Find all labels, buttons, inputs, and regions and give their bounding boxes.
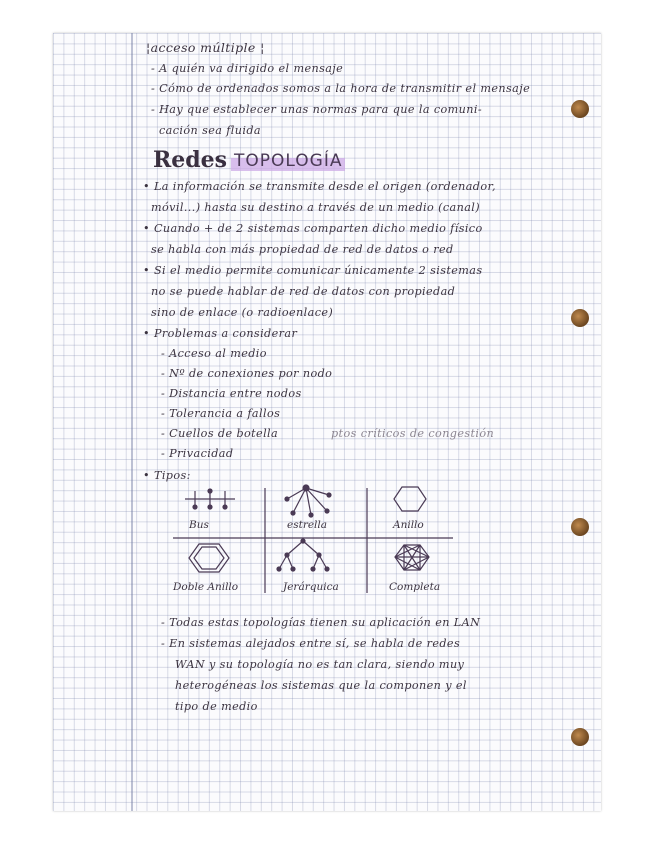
heading-highlight: TOPOLOGÍA — [231, 151, 345, 171]
ring-topology-icon — [394, 487, 426, 511]
note-line: no se puede hablar de red de datos con propiedad — [151, 285, 456, 298]
note-line: se habla con más propiedad de red de datos o red — [151, 243, 454, 256]
problem-item: - Tolerancia a fallos — [161, 407, 281, 420]
bottleneck-note: ptos críticos de congestión — [331, 427, 495, 440]
problem-item: - Privacidad — [161, 447, 234, 460]
topology-label: Jerárquica — [283, 581, 339, 593]
note-line: - Hay que establecer unas normas para que la comuni- — [151, 103, 483, 116]
note-line: • Cuando + de 2 sistemas comparten dicho medio físico — [143, 222, 483, 235]
note-line: WAN y su topología no es tan clara, siendo muy — [175, 658, 465, 671]
double-ring-topology-icon — [189, 544, 229, 572]
note-line: - Cómo de ordenados somos a la hora de transmitir el mensaje — [151, 82, 531, 95]
problem-item: - Cuellos de botella — [161, 427, 279, 440]
bus-topology-icon — [185, 489, 235, 509]
topology-label: Doble Anillo — [173, 581, 239, 593]
note-line: heterogéneas los sistemas que la componen y el — [175, 679, 467, 692]
note-line: sino de enlace (o radioenlace) — [151, 306, 334, 319]
topology-label: estrella — [287, 519, 328, 531]
star-topology-icon — [285, 485, 331, 517]
note-line: móvil...) hasta su destino a través de un medio (canal) — [151, 201, 481, 214]
note-line: cación sea fluida — [159, 124, 261, 137]
section-title: ¦acceso múltiple ¦ — [146, 40, 265, 55]
problem-item: - Distancia entre nodos — [161, 387, 302, 400]
note-line: - En sistemas alejados entre sí, se habla de redes — [161, 637, 461, 650]
topology-label: Completa — [389, 581, 441, 593]
complete-topology-icon — [395, 545, 429, 570]
note-line: • La información se transmite desde el origen (ordenador, — [143, 180, 496, 193]
problem-item: - Acceso al medio — [161, 347, 267, 360]
hierarchical-topology-icon — [277, 539, 329, 571]
topology-diagrams — [53, 33, 601, 811]
note-line: • Problemas a considerar — [143, 327, 298, 340]
note-line: tipo de medio — [175, 700, 258, 713]
note-line: - A quién va dirigido el mensaje — [151, 62, 344, 75]
problem-item: - Nº de conexiones por nodo — [161, 367, 333, 380]
note-line: • Si el medio permite comunicar únicamente 2 sistemas — [143, 264, 483, 277]
topology-label: Anillo — [393, 519, 424, 531]
notebook-page — [53, 33, 601, 811]
note-line: - Todas estas topologías tienen su aplicación en LAN — [161, 616, 481, 629]
note-line: • Tipos: — [143, 469, 191, 482]
topology-label: Bus — [189, 519, 209, 531]
heading-main: Redes — [153, 147, 228, 173]
